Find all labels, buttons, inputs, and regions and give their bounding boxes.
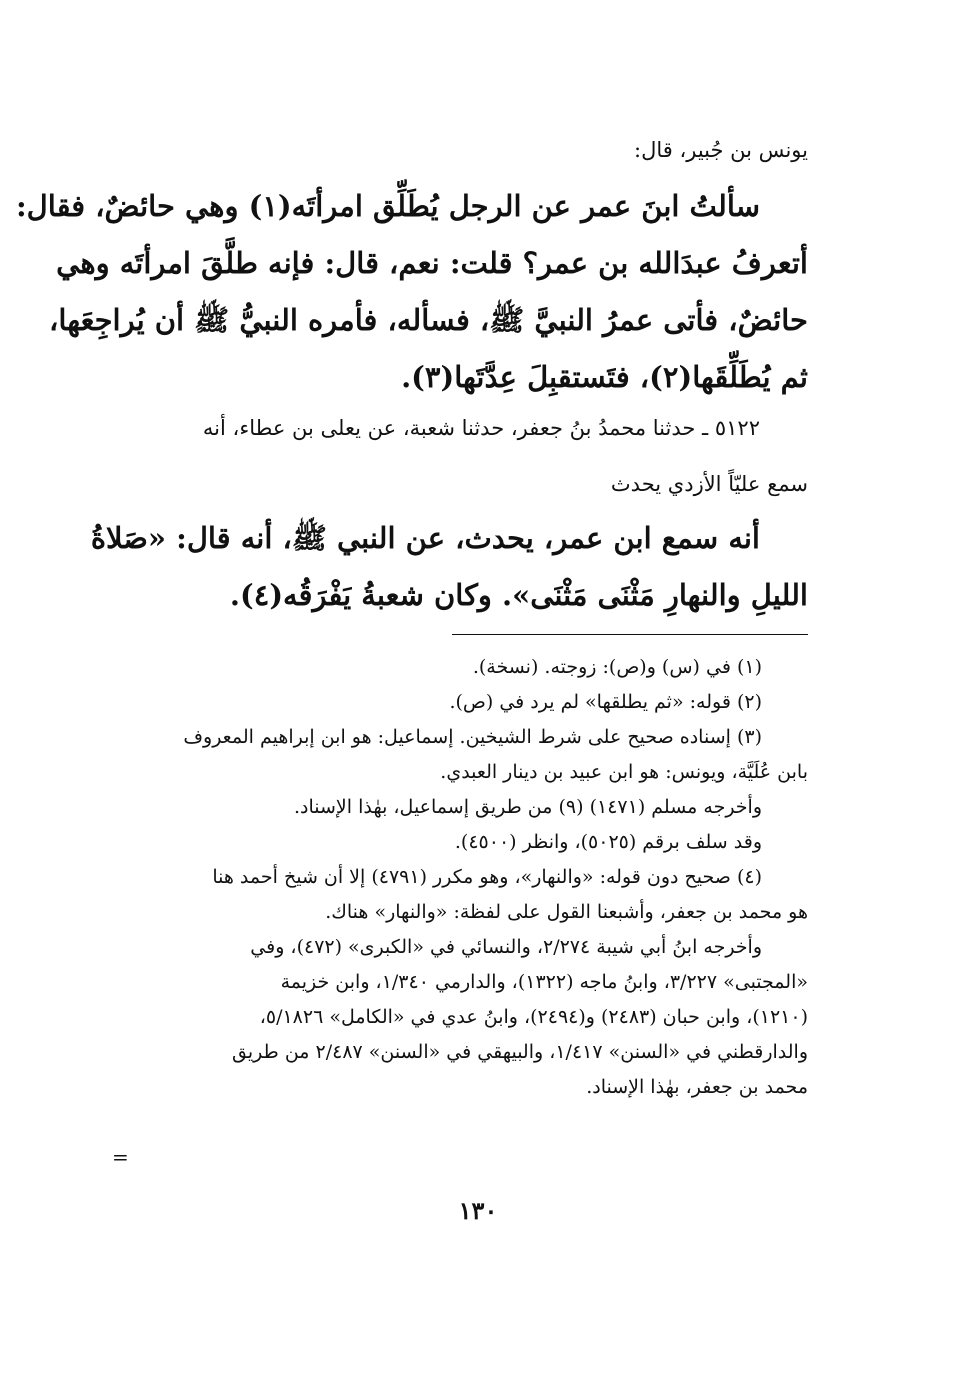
matn-line: حائضٌ، فأتى عمرُ النبيَّ ﷺ، فسأله، فأمره النبيُّ ﷺ أن يُراجِعَها، — [49, 303, 808, 337]
hadith-5122-matn — [90, 510, 808, 624]
matn-line: أنه سمع ابن عمر، يحدث، عن النبي ﷺ، أنه قال: «صَلاةُ — [90, 521, 760, 555]
footnote-3-line: بابن عُلَيَّة، ويونس: هو ابن عبيد بن دينار العبدي. — [440, 761, 808, 783]
matn-line: الليلِ والنهارِ مَثْنَى مَثْنَى». وكان شعبةُ يَفْرَقُه(٤). — [229, 578, 808, 612]
hadith-5121-matn — [15, 178, 808, 406]
isnad-line: ٥١٢٢ ـ حدثنا محمدُ بنُ جعفر، حدثنا شعبة، عن يعلى بن عطاء، أنه — [202, 416, 760, 440]
footnote-1: (١) في (س) و(ص): زوجته. (نسخة). — [472, 656, 762, 678]
footnote-4-line: هو محمد بن جعفر، وأشبعنا القول على لفظة: «والنهار» هناك. — [325, 901, 808, 923]
continuation-mark: = — [112, 1145, 129, 1169]
isnad-top-line: يونس بن جُبير، قال: — [634, 138, 808, 162]
footnote-4-takhrij-line: (١٢١٠)، وابن حبان (٢٤٨٣) و(٢٤٩٤)، وابنُ عدي في «الكامل» ٥/١٨٢٦، — [259, 1006, 808, 1028]
footnote-4-takhrij-line: «المجتبى» ٣/٢٢٧، وابنُ ماجه (١٣٢٢)، والدارمي ١/٣٤٠، وابن خزيمة — [280, 971, 808, 993]
footnote-4-takhrij-line: والدارقطني في «السنن» ١/٤١٧، والبيهقي في «السنن» ٢/٤٨٧ من طريق — [232, 1041, 808, 1063]
hadith-5122-isnad — [108, 400, 808, 512]
footnote-4-takhrij-line: محمد بن جعفر، بهٰذا الإسناد. — [586, 1076, 808, 1098]
footnote-4-line: (٤) صحيح دون قوله: «والنهار»، وهو مكرر (٤٧٩١) إلا أن شيخ أحمد هنا — [212, 866, 762, 888]
matn-line: سألتُ ابنَ عمر عن الرجل يُطَلِّق امرأتَه(١) وهي حائضٌ، فقال: — [15, 189, 760, 223]
page-number: ١٣٠ — [458, 1196, 498, 1225]
footnote-3-takhrij: وأخرجه مسلم (١٤٧١) (٩) من طريق إسماعيل، بهٰذا الإسناد. — [293, 796, 762, 818]
footnote-4-takhrij-line: وأخرجه ابنُ أبي شيبة ٢/٢٧٤، والنسائي في «الكبرى» (٤٧٢)، وفي — [250, 936, 762, 958]
footnote-divider — [452, 634, 808, 635]
matn-line: أتعرفُ عبدَالله بن عمر؟ قلت: نعم، قال: فإنه طلَّقَ امرأتَه وهي — [56, 246, 808, 280]
footnote-2: (٢) قوله: «ثم يطلقها» لم يرد في (ص). — [449, 691, 762, 713]
footnote-3-ref: وقد سلف برقم (٥٠٢٥)، وانظر (٤٥٠٠). — [454, 831, 762, 853]
matn-line: ثم يُطَلِّقَها(٢)، فتَستقبِلَ عِدَّتَها(٣). — [401, 360, 808, 394]
isnad-top — [108, 122, 808, 178]
isnad-line: سمع عليّاً الأزدي يحدث — [610, 472, 808, 496]
footnote-3-line: (٣) إسناده صحيح على شرط الشيخين. إسماعيل: هو ابن إبراهيم المعروف — [183, 726, 762, 748]
footnotes — [108, 650, 808, 1105]
